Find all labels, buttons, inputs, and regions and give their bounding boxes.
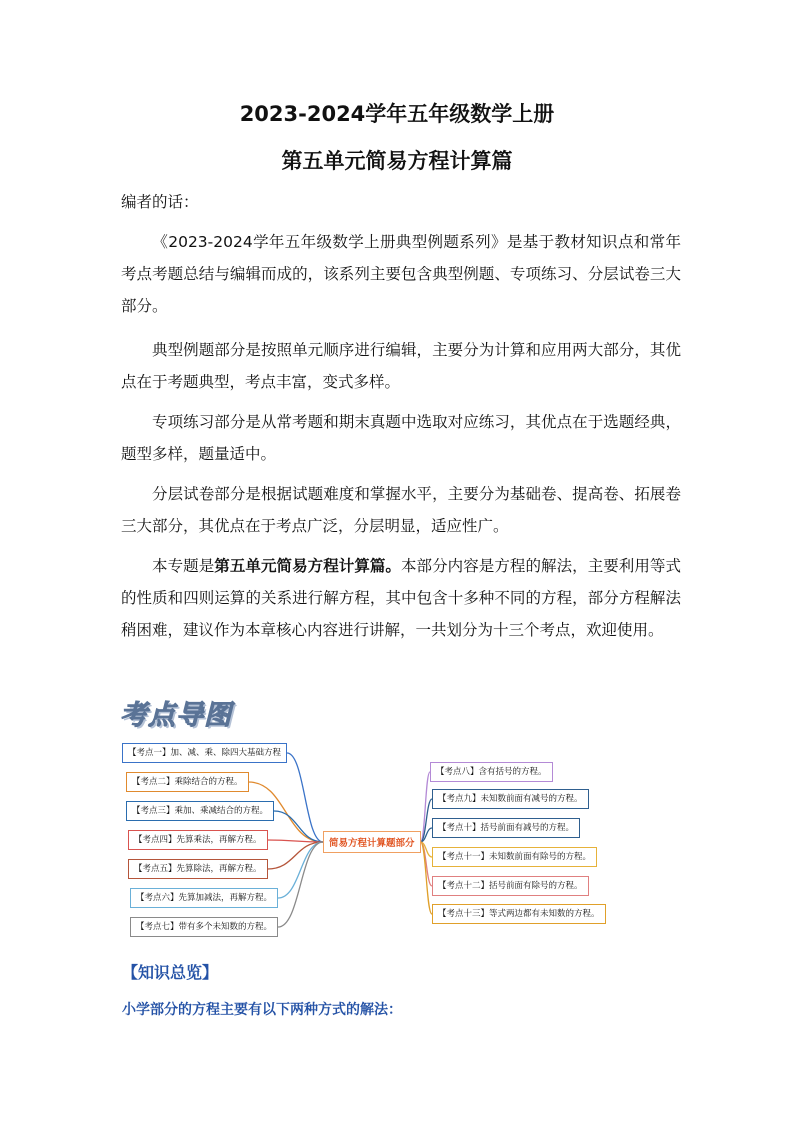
document-title: 2023-2024学年五年级数学上册 [239, 102, 555, 126]
mindmap-connector [287, 753, 323, 842]
mindmap-connector [274, 811, 323, 842]
mindmap-center: 简易方程计算题部分 [323, 831, 421, 853]
mindmap-node-left: 【考点一】加、减、乘、除四大基础方程 [122, 743, 287, 763]
mindmap-node-right: 【考点十】括号前面有减号的方程。 [432, 818, 580, 838]
mindmap-connector [421, 842, 432, 914]
knowledge-subheading: 小学部分的方程主要有以下两种方式的解法： [122, 1002, 402, 1018]
mindmap-node-right: 【考点八】含有括号的方程。 [430, 762, 553, 782]
mindmap-node-right: 【考点十三】等式两边都有未知数的方程。 [432, 904, 606, 924]
intro-label: 编者的话： [121, 193, 199, 211]
mindmap [118, 735, 618, 940]
topic-name: 第五单元简易方程计算篇。 [214, 557, 401, 575]
mindmap-node-right: 【考点十二】括号前面有除号的方程。 [432, 876, 589, 896]
mindmap-node-left: 【考点六】先算加减法，再解方程。 [130, 888, 278, 908]
paragraph-series-intro: 《2023-2024学年五年级数学上册典型例题系列》是基于教材知识点和常年考点考题总结与编辑而成的，该系列主要包含典型例题、专项练习、分层试卷三大部分。 [121, 233, 681, 315]
mindmap-node-left: 【考点七】带有多个未知数的方程。 [130, 917, 278, 937]
mindmap-node-left: 【考点二】乘除结合的方程。 [126, 772, 249, 792]
paragraph-tests: 分层试卷部分是根据试题难度和掌握水平，主要分为基础卷、提高卷、拓展卷三大部分，其优点在于考点广泛，分层明显，适应性广。 [121, 485, 681, 535]
mindmap-node-right: 【考点九】未知数前面有减号的方程。 [432, 789, 589, 809]
paragraph-topic: 本专题是第五单元简易方程计算篇。本部分内容是方程的解法，主要利用等式的性质和四则运算的关系进行解方程，其中包含十多种不同的方程，部分方程解法稍困难，建议作为本章核心内容进行讲解，一共划分为十三个考点，欢迎使用。 [121, 557, 681, 639]
mindmap-node-left: 【考点四】先算乘法，再解方程。 [128, 830, 268, 850]
mindmap-heading: 考点导图 [120, 700, 232, 731]
mindmap-node-right: 【考点十一】未知数前面有除号的方程。 [432, 847, 597, 867]
knowledge-heading: 【知识总览】 [122, 963, 219, 982]
mindmap-node-left: 【考点三】乘加、乘减结合的方程。 [126, 801, 274, 821]
mindmap-node-left: 【考点五】先算除法，再解方程。 [128, 859, 268, 879]
mindmap-connector [278, 842, 323, 927]
paragraph-examples: 典型例题部分是按照单元顺序进行编辑，主要分为计算和应用两大部分，其优点在于考题典型，考点丰富，变式多样。 [121, 341, 681, 391]
document-subtitle: 第五单元简易方程计算篇 [281, 149, 513, 173]
paragraph-practice: 专项练习部分是从常考题和期末真题中选取对应练习，其优点在于选题经典，题型多样，题量适中。 [121, 413, 681, 463]
